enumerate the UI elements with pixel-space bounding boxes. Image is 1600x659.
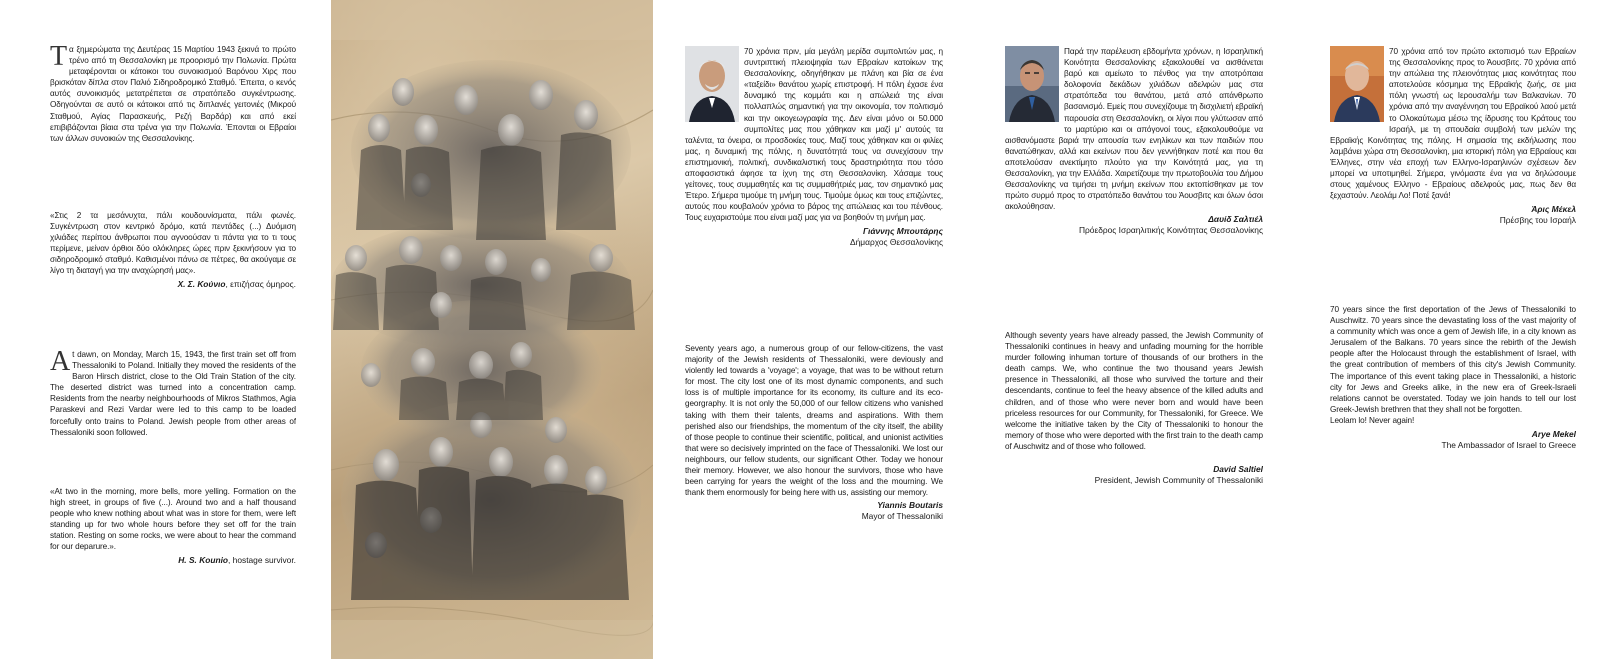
greek-quote-signature: Χ. Σ. Κούνιο, επιζήσας όμηρος. (177, 278, 296, 289)
mayor-portrait (685, 46, 739, 122)
english-quote-paragraph: «At two in the morning, more bells, more yelling. Formation on the high street, in groups of five (...). Around two and a half thousand people who knew nothing about what was in store for them, were left standing up for two whole hours before they set off for the train station. Resting on some rocks, we were about to hear the command for our deparure.». (50, 487, 296, 552)
mayor-english-signature: Yiannis Boutaris Mayor of Thessaloniki (861, 500, 943, 522)
english-intro-paragraph: At dawn, on Monday, March 15, 1943, the first train set off from Thessaloniki to Poland. Initially they moved the residents of the Baron Hirsch district, close to the Old Train Station of the city. The deserted district was turned into a concentration camp. Residents from the nearby neighbourhoods of Mikros Stathmos, Agia Paraskevi and Rezi Vardar were led to this camp to be loaded forcefully onto trains to Poland. Jewish people from other areas of Thessaloniki soon followed. (50, 346, 296, 437)
ambassador-english-closing: Leolam lo! Never again! (1330, 415, 1415, 425)
mayor-english-text: Seventy years ago, a numerous group of our fellow-citizens, the vast majority of the Jewish residents of Thessaloniki, were deviously and violently led towards a 'voyage'; a voyage, that was to be without return for most. The city lost one of its most dynamic components, and such loss is of multiple importance for its economy, its culture and its eco-georgraphy. It is not only the 50,000 of our fellow citizens who vanished taking with them their talents, dreams and aspirations. With them perished also our friendships, the momentum of the city itself, the ability of those people to continue their scientific, political, and unionist activities that were so decisively imprinted on the face of Thessaloniki. We lost our neighbours, our fellow students, our significant Other. Today we honour their memory. However, we also honour the survivors, those who have been carrying for years the weight of the loss and the mourning. We thank them enormously for being here with us, assisting our memory. (685, 344, 943, 498)
ambassador-english-block (1330, 304, 1576, 451)
collage-artwork (331, 0, 653, 659)
president-english-text: Although seventy years have already passed, the Jewish Community of Thessaloniki continues in heavy and unfading mourning for the horrible murder following inhuman torture of thousands of our brothers in the death camps. We, who continue the two thousand years Jewish presence in Thessaloniki, all those who survived the torture and their descendants, continue to feel the heavy absence of the killed adults and children, and of those who were never born and would have been priceless resources for our Community, for Thessaloniki, for Greece. We welcome the initiative taken by the City of Thessaloniki to honour the memory of those who were deported with the first train to the death camp of Auschwitz and of those who followed. (1005, 331, 1263, 451)
ambassador-greek-signature: Άρις Μέκελ Πρέσβης του Ισραήλ (1499, 204, 1576, 226)
mayor-greek-signature: Γιάννης Μπουτάρης Δήμαρχος Θεσσαλονίκης (850, 225, 943, 247)
english-quote-block (50, 486, 296, 566)
column-mayor (685, 0, 943, 659)
ambassador-greek-text: 70 χρόνια από τον πρώτο εκτοπισμό των Εβραίων της Θεσσαλονίκης προς το Άουσβιτς. 70 χρόνια από την απώλεια της πλειονότητας μιας κοινότητας που αποτελούσε κόσμημα της Εβραϊκής ζωής, σε μια πόλη γνωστή ως Ιερουσαλήμ των Βαλκανίων. 70 χρόνια από την αναγέννηση του Εβραϊκού λαού μετά το Ολοκαύτωμα μέσω της ίδρυσης του Κράτους του Ισραήλ, με τη σπουδαία συμβολή των μελών της Εβραϊκής Κοινότητας της πόλης. Η σημασία της εκδήλωσης που λαμβάνει χώρα στη Θεσσαλονίκη, μια ιστορική πόλη για Εβραίους και Έλληνες, στην νέα εποχή των Ελληνο-Ισραηλινών σχέσεων δεν μπορεί να υποτιμηθεί. Σήμερα, γινόμαστε ένα για να δηλώσουμε στους χαμένους Ελληνο - Εβραίους αδελφούς μας, πως δεν θα ξεχαστούν. Λεολάμ Λο! Ποτέ ξανά! (1330, 47, 1576, 201)
column-history (50, 0, 296, 659)
mayor-greek-text: 70 χρόνια πριν, μία μεγάλη μερίδα συμπολιτών μας, η συντριπτική πλειοψηφία των Εβραίων κατοίκων της Θεσσαλονίκης, οδηγήθηκαν με πλάνη και βία σε ένα «ταξείδι» θανάτου χωρίς επιστροφή. Η πόλη έχασε ένα δυναμικό της κομμάτι και η απώλειά της είναι πολλαπλώς σημαντική για την οικονομία, τον πολιτισμό και την οικογεωγραφία της. Δεν είναι μόνο οι 50.000 συμπολίτες μας που χάθηκαν και μαζί μ' αυτούς τα ταλέντα, τα όνειρα, οι προσδοκίες τους. Μαζί τους χάθηκαν και οι φιλίες μας, η δυναμική της πόλης, η δυνατότητά τους να συνεχίσουν την επιστημονική, πολιτική, συνδικαλιστική τους δραστηριότητα που τόσο αποφασιστικά άφησε τα ίχνη της στη Θεσσαλονίκη. Χάσαμε τους γείτονες, τους συμμαθητές και τις συμμαθήτριές μας, τον σημαντικό μας Έτερο. Σήμερα τιμούμε τη μνήμη τους. Τιμούμε όμως και τους επιζώντες, αυτούς που κουβαλούν χρόνια το βάρος της απώλειας και του πένθους. Τους ευχαριστούμε που είναι μαζί μας για να βοηθούν τη μνήμη μας. (685, 47, 943, 223)
mayor-greek-block (685, 46, 943, 248)
president-english-block (1005, 330, 1263, 486)
greek-intro-block (50, 41, 296, 144)
ambassador-english-signature: Arye Mekel The Ambassador of Israel to Greece (1441, 429, 1576, 451)
english-intro-block (50, 346, 296, 438)
president-greek-signature: Δαυίδ Σαλτιέλ Πρόεδρος Ισραηλιτικής Κοινότητας Θεσσαλονίκης (1079, 214, 1263, 236)
ambassador-greek-block (1330, 46, 1576, 226)
family-photo-collage (331, 0, 653, 659)
president-greek-text: Παρά την παρέλευση εβδομήντα χρόνων, η Ισραηλιτική Κοινότητα Θεσσαλονίκης εξακολουθεί να αισθάνεται βαρύ και αμείωτο το πένθος για την αποτρόπαια δολοφονία δεκάδων χιλιάδων αδελφών μας στα στρατόπεδα του θανάτου, μετά από απάνθρωπο βασανισμό. Εμείς που συνεχίζουμε τη δισχιλιετή εβραϊκή παρουσία στη Θεσσαλονίκη, οι λίγοι που γλύτωσαν από το μαρτύριο και οι απόγονοί τους, εξακολουθούμε να αισθανόμαστε βαριά την απουσία των ενηλίκων και των παιδιών που θανατώθηκαν, αλλά και εκείνων που δεν γεννήθηκαν ποτέ και που θα αποτελούσαν ανεκτίμητο πλούτο για την Κοινότητά μας, για τη Θεσσαλονίκη, για την Ελλάδα. Χαιρετίζουμε την πρωτοβουλία του Δήμου Θεσσαλονίκης να τιμήσει τη μνήμη εκείνων που εκτοπίσθηκαν με τον πρώτο συρμό προς το στρατόπεδο θανάτου του Άουσβιτς και όλων όσοι ακολούθησαν. (1005, 47, 1263, 212)
ambassador-english-text: 70 years since the first deportation of the Jews of Thessaloniki to Auschwitz. 70 years since the devastating loss of the vast majority of a community which was once a gem of Jewish life, in a city known as Jerusalem of the Balkans. 70 years since the rebirth of the Jewish people after the Holocaust through the establishment of Israel, with the great contribution of members of this city's Jewish Community. The importance of this event taking place in Thessaloniki, a historic city for Jews and Greeks alike, in the new era of Greek-Israeli relations cannot be overstated. Today we join hands to tell our lost Greek-Jewish brethren that they shall not be forgotten. (1330, 305, 1576, 414)
greek-intro-dropcap: Τ (50, 41, 68, 72)
ambassador-portrait (1330, 46, 1384, 122)
column-community-president (1005, 0, 1263, 659)
greek-quote-paragraph: «Στις 2 τα μεσάνυχτα, πάλι κουδουνίσματα, πάλι φωνές. Συγκέντρωση στον κεντρικό δρόμο, κατά πεντάδες (...) Δυόμιση χιλιάδες περίπου άνθρωποι που αγνοούσαν τι πάντα για το τι τους περίμενε, μείναν όρθιοι δύο ολόκληρες ώρες πριν ξεκινήσουν για το σιδηροδρομικό σταθμό. Καθισμένοι πάνω σε πέτρες, θα ακούγαμε σε λίγο τη διαταγή για την αναχώρησή μας». (50, 211, 296, 276)
president-greek-block (1005, 46, 1263, 236)
president-english-signature: David Saltiel President, Jewish Community of Thessaloniki (1094, 464, 1263, 486)
greek-intro-paragraph: Τα ξημερώματα της Δευτέρας 15 Μαρτίου 1943 ξεκινά το πρώτο τρένο από τη Θεσσαλονίκη με προορισμό την Πολωνία. Πρώτα μεταφέρονται οι κάτοικοι του συνοικισμού Βαρόνου Χιρς που βρισκόταν δίπλα στον Παλιό Σιδηροδρομικό Σταθμό. Έπειτα, ο κενός αυτός συνοικισμός μετατρέπεται σε στρατόπεδο συγκέντρωσης. Οδηγούνται σε αυτό οι κάτοικοι από τις διπλανές γειτονιές (Μικρού Σταθμού, Αγίας Παρασκευής, Ρεζή Βαρδάρ) και από εκεί επιβιβάζονται βίαια στα τρένα για την Πολωνία. Έπονται οι Εβραίοι των άλλων συνοικιών της Θεσσαλονίκης. (50, 41, 296, 143)
president-portrait (1005, 46, 1059, 122)
column-ambassador (1330, 0, 1576, 659)
mayor-english-block (685, 343, 943, 522)
english-quote-signature: H. S. Kounio, hostage survivor. (178, 554, 296, 565)
greek-quote-block (50, 210, 296, 290)
english-intro-dropcap: A (50, 346, 71, 377)
